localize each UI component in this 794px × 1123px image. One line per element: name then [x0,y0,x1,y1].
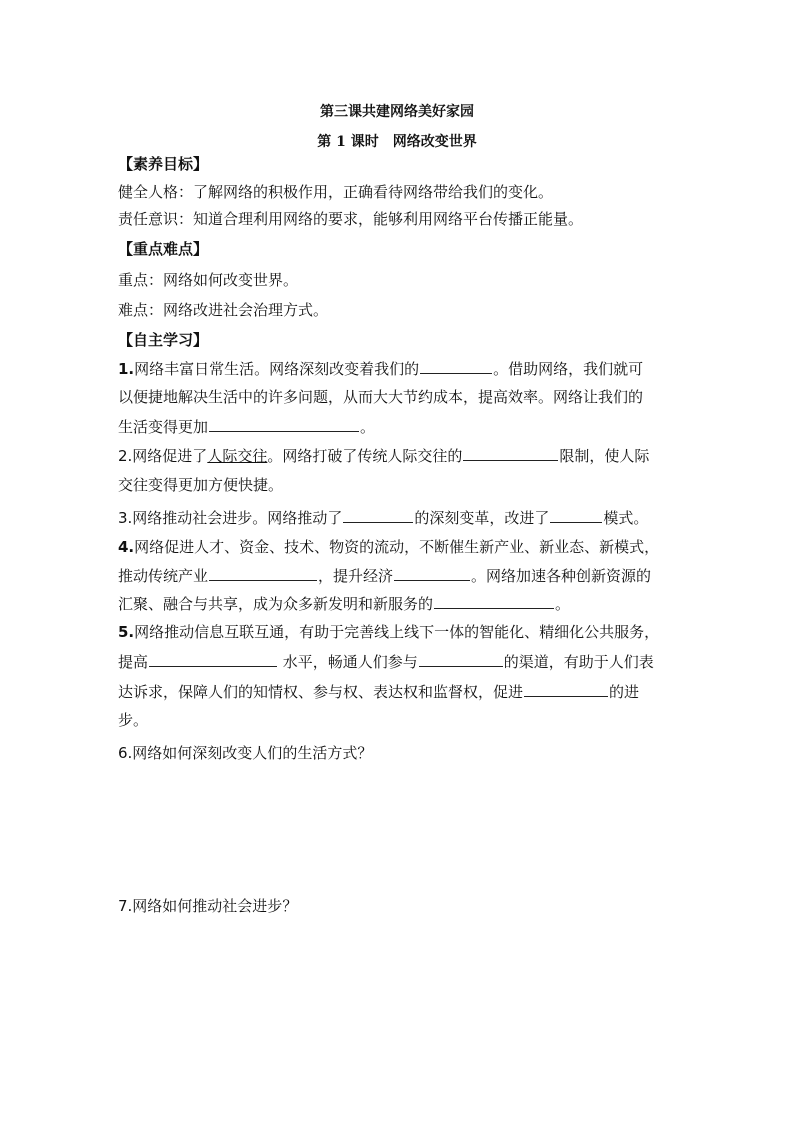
question-5-line-4: 步。 [118,711,149,729]
question-7: 7.网络如何推动社会进步？ [118,897,298,915]
answer-blank[interactable] [524,681,608,697]
answer-blank[interactable] [209,416,359,432]
question-5-line-3: 达诉求，保障人们的知情权、参与权、表达权和监督权，促进 的进 [118,683,640,701]
answer-blank[interactable] [343,507,413,523]
question-5-line-1: 5.网络推动信息互联互通，有助于完善线上线下一体的智能化、精细化公共服务， [118,623,660,641]
question-1-line-3: 生活变得更加 。 [118,418,376,436]
answer-blank[interactable] [394,565,470,581]
difficult-point: 难点：网络改进社会治理方式。 [118,301,329,319]
period-title: 第 1 课时 网络改变世界 [317,134,477,150]
lesson-title: 第三课共建网络美好家园 [320,104,474,120]
section-heading-selfstudy: 【自主学习】 [118,331,209,349]
question-5-line-2: 提高 水平，畅通人们参与 的渠道，有助于人们表 [118,653,654,671]
answer-blank[interactable] [149,651,277,667]
goal-responsibility: 责任意识：知道合理利用网络的要求，能够利用网络平台传播正能量。 [118,210,584,228]
question-4-line-1: 4.网络促进人才、资金、技术、物资的流动，不断催生新产业、新业态、新模式， [118,538,660,556]
question-5-number: 5. [118,623,135,641]
section-heading-keypoints: 【重点难点】 [118,240,209,258]
answer-blank[interactable] [463,445,558,461]
question-4-line-2: 推动传统产业 ，提升经济 。网络加速各种创新资源的 [118,567,652,585]
answer-blank[interactable] [434,593,554,609]
question-6: 6.网络如何深刻改变人们的生活方式？ [118,744,373,762]
question-3-line-1: 3.网络推动社会进步。网络推动了 的深刻变革，改进了 模式。 [118,509,649,527]
underlined-term: 人际交往 [207,447,268,465]
key-point: 重点：网络如何改变世界。 [118,271,299,289]
answer-blank[interactable] [209,565,317,581]
answer-blank[interactable] [550,507,602,523]
question-1-number: 1. [118,360,135,378]
question-1-line-2: 以便捷地解决生活中的许多问题，从而大大节约成本，提高效率。网络让我们的 [118,388,644,406]
goal-personality: 健全人格：了解网络的积极作用，正确看待网络带给我们的变化。 [118,183,554,201]
section-heading-goals: 【素养目标】 [118,155,209,173]
question-1-line-1: 1.网络丰富日常生活。网络深刻改变着我们的 。借助网络，我们就可 [118,360,644,378]
answer-blank[interactable] [419,651,503,667]
question-2-line-2: 交往变得更加方便快捷。 [118,476,284,494]
question-4-number: 4. [118,538,135,556]
answer-blank[interactable] [420,358,492,374]
question-2-line-1: 2.网络促进了人际交往。网络打破了传统人际交往的 限制，使人际 [118,447,650,465]
question-4-line-3: 汇聚、融合与共享，成为众多新发明和新服务的 。 [118,595,571,613]
